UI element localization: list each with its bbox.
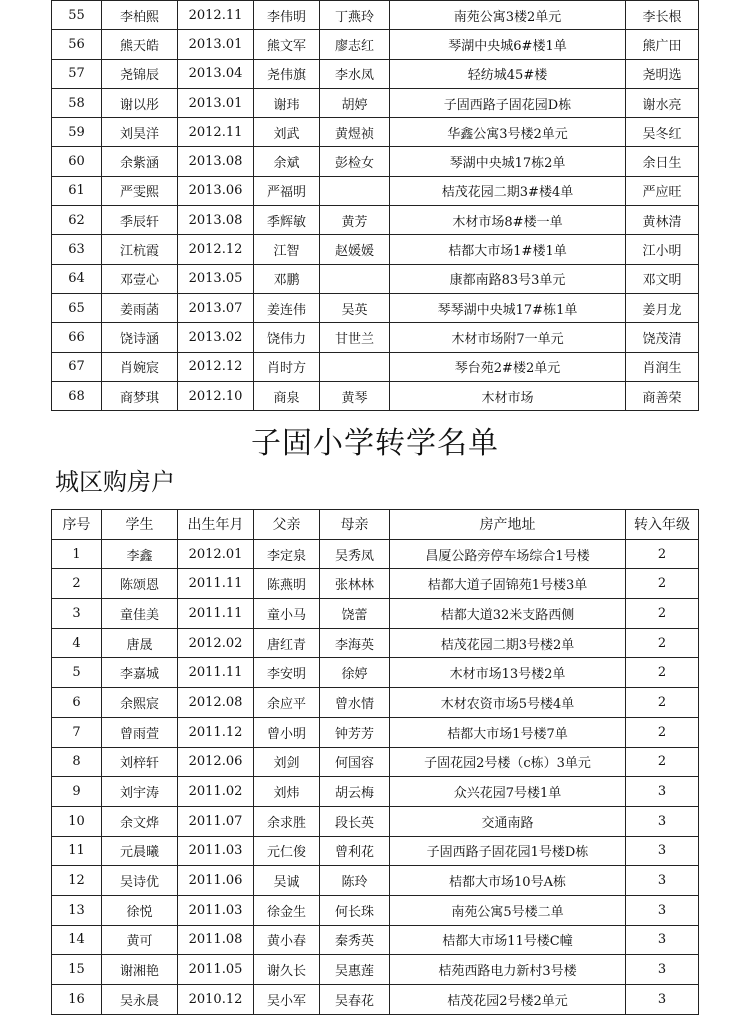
cell-father: 李定泉 [254, 539, 320, 569]
cell-mother: 李水凤 [320, 59, 390, 88]
cell-birth: 2011.03 [178, 836, 254, 866]
cell-student: 徐悦 [102, 895, 178, 925]
cell-relative: 3 [626, 777, 699, 807]
cell-student: 元晨曦 [102, 836, 178, 866]
cell-index: 56 [52, 30, 102, 59]
cell-mother: 李海英 [320, 628, 390, 658]
cell-father: 童小马 [254, 599, 320, 629]
cell-birth: 2012.08 [178, 688, 254, 718]
cell-address: 琴台苑2#楼2单元 [390, 352, 626, 381]
cell-father: 谢久长 [254, 955, 320, 985]
cell-student: 刘宇涛 [102, 777, 178, 807]
cell-address: 木材市场附7一单元 [390, 323, 626, 352]
cell-father: 刘剑 [254, 747, 320, 777]
cell-relative: 邓文明 [626, 264, 699, 293]
header-student: 学生 [102, 510, 178, 540]
cell-birth: 2013.01 [178, 30, 254, 59]
cell-father: 李安明 [254, 658, 320, 688]
cell-mother: 黄芳 [320, 206, 390, 235]
cell-mother: 秦秀英 [320, 925, 390, 955]
cell-index: 5 [52, 658, 102, 688]
cell-father: 余求胜 [254, 806, 320, 836]
table-row [52, 539, 699, 569]
cell-relative: 2 [626, 717, 699, 747]
cell-student: 季辰轩 [102, 206, 178, 235]
cell-index: 4 [52, 628, 102, 658]
cell-address: 华鑫公寓3号楼2单元 [390, 118, 626, 147]
cell-birth: 2013.08 [178, 147, 254, 176]
cell-address: 木材市场8#楼一单 [390, 206, 626, 235]
cell-mother: 廖志红 [320, 30, 390, 59]
cell-father: 商泉 [254, 381, 320, 410]
cell-index: 8 [52, 747, 102, 777]
cell-index: 57 [52, 59, 102, 88]
cell-student: 商梦琪 [102, 381, 178, 410]
cell-mother: 黄煜祯 [320, 118, 390, 147]
table-row [52, 176, 699, 205]
cell-address: 康都南路83号3单元 [390, 264, 626, 293]
cell-father: 邓鹏 [254, 264, 320, 293]
header-birth: 出生年月 [178, 510, 254, 540]
cell-birth: 2012.11 [178, 1, 254, 30]
cell-student: 李鑫 [102, 539, 178, 569]
header-grade: 转入年级 [626, 510, 699, 540]
cell-address: 子固西路子固花园D栋 [390, 88, 626, 117]
cell-father: 唐红青 [254, 628, 320, 658]
cell-address: 南苑公寓3楼2单元 [390, 1, 626, 30]
cell-index: 12 [52, 866, 102, 896]
cell-father: 江智 [254, 235, 320, 264]
cell-father: 季辉敏 [254, 206, 320, 235]
cell-mother: 曾利花 [320, 836, 390, 866]
cell-index: 10 [52, 806, 102, 836]
cell-address: 桔茂花园二期3#楼4单 [390, 176, 626, 205]
cell-birth: 2012.06 [178, 747, 254, 777]
cell-father: 饶伟力 [254, 323, 320, 352]
table-row [52, 866, 699, 896]
cell-student: 余熙宸 [102, 688, 178, 718]
table-row [52, 925, 699, 955]
table-row [52, 599, 699, 629]
cell-address: 南苑公寓5号楼二单 [390, 895, 626, 925]
cell-father: 黄小春 [254, 925, 320, 955]
cell-mother: 饶蕾 [320, 599, 390, 629]
cell-father: 李伟明 [254, 1, 320, 30]
cell-address: 琴湖中央城17栋2单 [390, 147, 626, 176]
cell-address: 木材市场13号楼2单 [390, 658, 626, 688]
cell-mother [320, 176, 390, 205]
cell-index: 67 [52, 352, 102, 381]
table-row [52, 628, 699, 658]
cell-father: 吴诚 [254, 866, 320, 896]
cell-address: 昌厦公路旁停车场综合1号楼 [390, 539, 626, 569]
table-row [52, 88, 699, 117]
cell-mother: 胡云梅 [320, 777, 390, 807]
cell-address: 木材市场 [390, 381, 626, 410]
cell-birth: 2012.12 [178, 352, 254, 381]
header-father: 父亲 [254, 510, 320, 540]
table-row [52, 118, 699, 147]
cell-birth: 2013.08 [178, 206, 254, 235]
cell-birth: 2011.03 [178, 895, 254, 925]
cell-father: 徐金生 [254, 895, 320, 925]
cell-student: 余文烨 [102, 806, 178, 836]
cell-relative: 黄林清 [626, 206, 699, 235]
cell-index: 14 [52, 925, 102, 955]
cell-student: 曾雨萱 [102, 717, 178, 747]
cell-address: 桔苑西路电力新村3号楼 [390, 955, 626, 985]
cell-address: 桔都大市场1#楼1单 [390, 235, 626, 264]
cell-birth: 2013.01 [178, 88, 254, 117]
cell-student: 肖婉宸 [102, 352, 178, 381]
cell-birth: 2013.02 [178, 323, 254, 352]
cell-father: 曾小明 [254, 717, 320, 747]
cell-mother: 吴惠莲 [320, 955, 390, 985]
table-row [52, 658, 699, 688]
cell-relative: 谢水亮 [626, 88, 699, 117]
section-subtitle: 城区购房户 [55, 468, 175, 496]
cell-relative: 2 [626, 688, 699, 718]
cell-birth: 2013.05 [178, 264, 254, 293]
cell-father: 谢玮 [254, 88, 320, 117]
cell-mother: 何长珠 [320, 895, 390, 925]
cell-address: 桔都大道32米支路西侧 [390, 599, 626, 629]
cell-relative: 3 [626, 925, 699, 955]
table-row [52, 1, 699, 30]
cell-father: 陈燕明 [254, 569, 320, 599]
cell-birth: 2011.05 [178, 955, 254, 985]
cell-relative: 2 [626, 599, 699, 629]
cell-birth: 2012.01 [178, 539, 254, 569]
table-row [52, 352, 699, 381]
cell-student: 吴永晨 [102, 985, 178, 1015]
cell-index: 9 [52, 777, 102, 807]
cell-index: 16 [52, 985, 102, 1015]
cell-mother: 陈玲 [320, 866, 390, 896]
cell-birth: 2013.06 [178, 176, 254, 205]
cell-address: 桔都大市场10号A栋 [390, 866, 626, 896]
cell-relative: 姜月龙 [626, 293, 699, 322]
cell-address: 众兴花园7号楼1单 [390, 777, 626, 807]
cell-student: 谢以彤 [102, 88, 178, 117]
cell-birth: 2011.11 [178, 658, 254, 688]
table-row [52, 293, 699, 322]
cell-index: 2 [52, 569, 102, 599]
cell-mother: 甘世兰 [320, 323, 390, 352]
cell-mother: 赵媛媛 [320, 235, 390, 264]
cell-index: 11 [52, 836, 102, 866]
cell-mother: 吴春花 [320, 985, 390, 1015]
cell-mother: 张林林 [320, 569, 390, 599]
cell-relative: 江小明 [626, 235, 699, 264]
cell-student: 余紫涵 [102, 147, 178, 176]
cell-father: 元仁俊 [254, 836, 320, 866]
cell-relative: 吴冬红 [626, 118, 699, 147]
cell-father: 肖时方 [254, 352, 320, 381]
cell-birth: 2011.08 [178, 925, 254, 955]
cell-student: 吴诗优 [102, 866, 178, 896]
cell-student: 尧锦辰 [102, 59, 178, 88]
cell-index: 1 [52, 539, 102, 569]
cell-relative: 3 [626, 806, 699, 836]
cell-father: 严福明 [254, 176, 320, 205]
cell-relative: 饶茂清 [626, 323, 699, 352]
cell-index: 64 [52, 264, 102, 293]
cell-student: 严雯熙 [102, 176, 178, 205]
cell-relative: 商善荣 [626, 381, 699, 410]
cell-father: 熊文军 [254, 30, 320, 59]
cell-index: 3 [52, 599, 102, 629]
cell-father: 姜连伟 [254, 293, 320, 322]
cell-address: 交通南路 [390, 806, 626, 836]
table-row [52, 985, 699, 1015]
page-title: 子固小学转学名单 [251, 426, 499, 461]
cell-relative: 李长根 [626, 1, 699, 30]
cell-father: 尧伟旗 [254, 59, 320, 88]
cell-father: 刘炜 [254, 777, 320, 807]
table-row [52, 30, 699, 59]
cell-birth: 2011.11 [178, 569, 254, 599]
cell-mother: 黄琴 [320, 381, 390, 410]
cell-address: 桔都大市场11号楼C幢 [390, 925, 626, 955]
cell-relative: 2 [626, 569, 699, 599]
table-row [52, 147, 699, 176]
header-address: 房产地址 [390, 510, 626, 540]
cell-relative: 余日生 [626, 147, 699, 176]
transfer-student-table [51, 509, 699, 1015]
cell-mother [320, 264, 390, 293]
cell-address: 琴湖中央城6#楼1单 [390, 30, 626, 59]
cell-relative: 2 [626, 539, 699, 569]
cell-student: 谢湘艳 [102, 955, 178, 985]
cell-birth: 2011.07 [178, 806, 254, 836]
cell-address: 轻纺城45#楼 [390, 59, 626, 88]
cell-father: 吴小军 [254, 985, 320, 1015]
cell-birth: 2012.10 [178, 381, 254, 410]
table-row [52, 235, 699, 264]
cell-student: 刘梓轩 [102, 747, 178, 777]
cell-student: 黄可 [102, 925, 178, 955]
cell-relative: 2 [626, 658, 699, 688]
header-mother: 母亲 [320, 510, 390, 540]
cell-student: 邓壹心 [102, 264, 178, 293]
cell-address: 子固西路子固花园1号楼D栋 [390, 836, 626, 866]
cell-index: 62 [52, 206, 102, 235]
table-row [52, 688, 699, 718]
table-row [52, 206, 699, 235]
cell-relative: 3 [626, 985, 699, 1015]
cell-index: 68 [52, 381, 102, 410]
cell-address: 桔茂花园二期3号楼2单 [390, 628, 626, 658]
cell-mother: 钟芳芳 [320, 717, 390, 747]
table-row [52, 836, 699, 866]
cell-relative: 3 [626, 866, 699, 896]
cell-address: 琴琴湖中央城17#栋1单 [390, 293, 626, 322]
cell-address: 桔茂花园2号楼2单元 [390, 985, 626, 1015]
cell-address: 木材农资市场5号楼4单 [390, 688, 626, 718]
cell-mother: 曾水情 [320, 688, 390, 718]
cell-index: 13 [52, 895, 102, 925]
cell-father: 刘武 [254, 118, 320, 147]
student-table-continued [51, 0, 699, 411]
cell-birth: 2010.12 [178, 985, 254, 1015]
cell-relative: 肖润生 [626, 352, 699, 381]
cell-mother: 胡婷 [320, 88, 390, 117]
cell-index: 65 [52, 293, 102, 322]
cell-mother: 吴英 [320, 293, 390, 322]
cell-birth: 2012.02 [178, 628, 254, 658]
cell-birth: 2011.06 [178, 866, 254, 896]
cell-mother: 丁燕玲 [320, 1, 390, 30]
cell-index: 63 [52, 235, 102, 264]
table-row [52, 955, 699, 985]
cell-birth: 2011.02 [178, 777, 254, 807]
table-row [52, 806, 699, 836]
cell-student: 李柏熙 [102, 1, 178, 30]
cell-birth: 2012.11 [178, 118, 254, 147]
table-row [52, 323, 699, 352]
cell-student: 江杭霞 [102, 235, 178, 264]
cell-student: 饶诗涵 [102, 323, 178, 352]
cell-father: 余应平 [254, 688, 320, 718]
cell-index: 60 [52, 147, 102, 176]
cell-student: 童佳美 [102, 599, 178, 629]
cell-mother: 吴秀凤 [320, 539, 390, 569]
cell-index: 7 [52, 717, 102, 747]
cell-index: 55 [52, 1, 102, 30]
cell-birth: 2013.04 [178, 59, 254, 88]
table-header-row [52, 510, 699, 540]
cell-index: 61 [52, 176, 102, 205]
cell-student: 刘昊洋 [102, 118, 178, 147]
table-row [52, 381, 699, 410]
cell-student: 唐晟 [102, 628, 178, 658]
table-row [52, 895, 699, 925]
cell-mother: 徐婷 [320, 658, 390, 688]
cell-relative: 2 [626, 747, 699, 777]
cell-relative: 3 [626, 895, 699, 925]
cell-address: 子固花园2号楼（c栋）3单元 [390, 747, 626, 777]
cell-index: 6 [52, 688, 102, 718]
cell-birth: 2011.11 [178, 599, 254, 629]
cell-mother [320, 352, 390, 381]
table-row [52, 264, 699, 293]
cell-birth: 2013.07 [178, 293, 254, 322]
cell-father: 余斌 [254, 147, 320, 176]
cell-student: 熊天皓 [102, 30, 178, 59]
table-row [52, 747, 699, 777]
table-row [52, 717, 699, 747]
cell-relative: 熊广田 [626, 30, 699, 59]
cell-student: 陈颂恩 [102, 569, 178, 599]
cell-birth: 2011.12 [178, 717, 254, 747]
table-row [52, 59, 699, 88]
cell-relative: 3 [626, 836, 699, 866]
cell-mother: 段长英 [320, 806, 390, 836]
cell-index: 15 [52, 955, 102, 985]
cell-index: 59 [52, 118, 102, 147]
cell-relative: 3 [626, 955, 699, 985]
table-row [52, 777, 699, 807]
cell-relative: 严应旺 [626, 176, 699, 205]
cell-mother: 彭检女 [320, 147, 390, 176]
cell-student: 李嘉城 [102, 658, 178, 688]
cell-address: 桔都大市场1号楼7单 [390, 717, 626, 747]
cell-relative: 尧明选 [626, 59, 699, 88]
cell-index: 58 [52, 88, 102, 117]
cell-address: 桔都大道子固锦苑1号楼3单 [390, 569, 626, 599]
header-index: 序号 [52, 510, 102, 540]
cell-birth: 2012.12 [178, 235, 254, 264]
cell-student: 姜雨菡 [102, 293, 178, 322]
cell-mother: 何国容 [320, 747, 390, 777]
cell-relative: 2 [626, 628, 699, 658]
table-row [52, 569, 699, 599]
cell-index: 66 [52, 323, 102, 352]
